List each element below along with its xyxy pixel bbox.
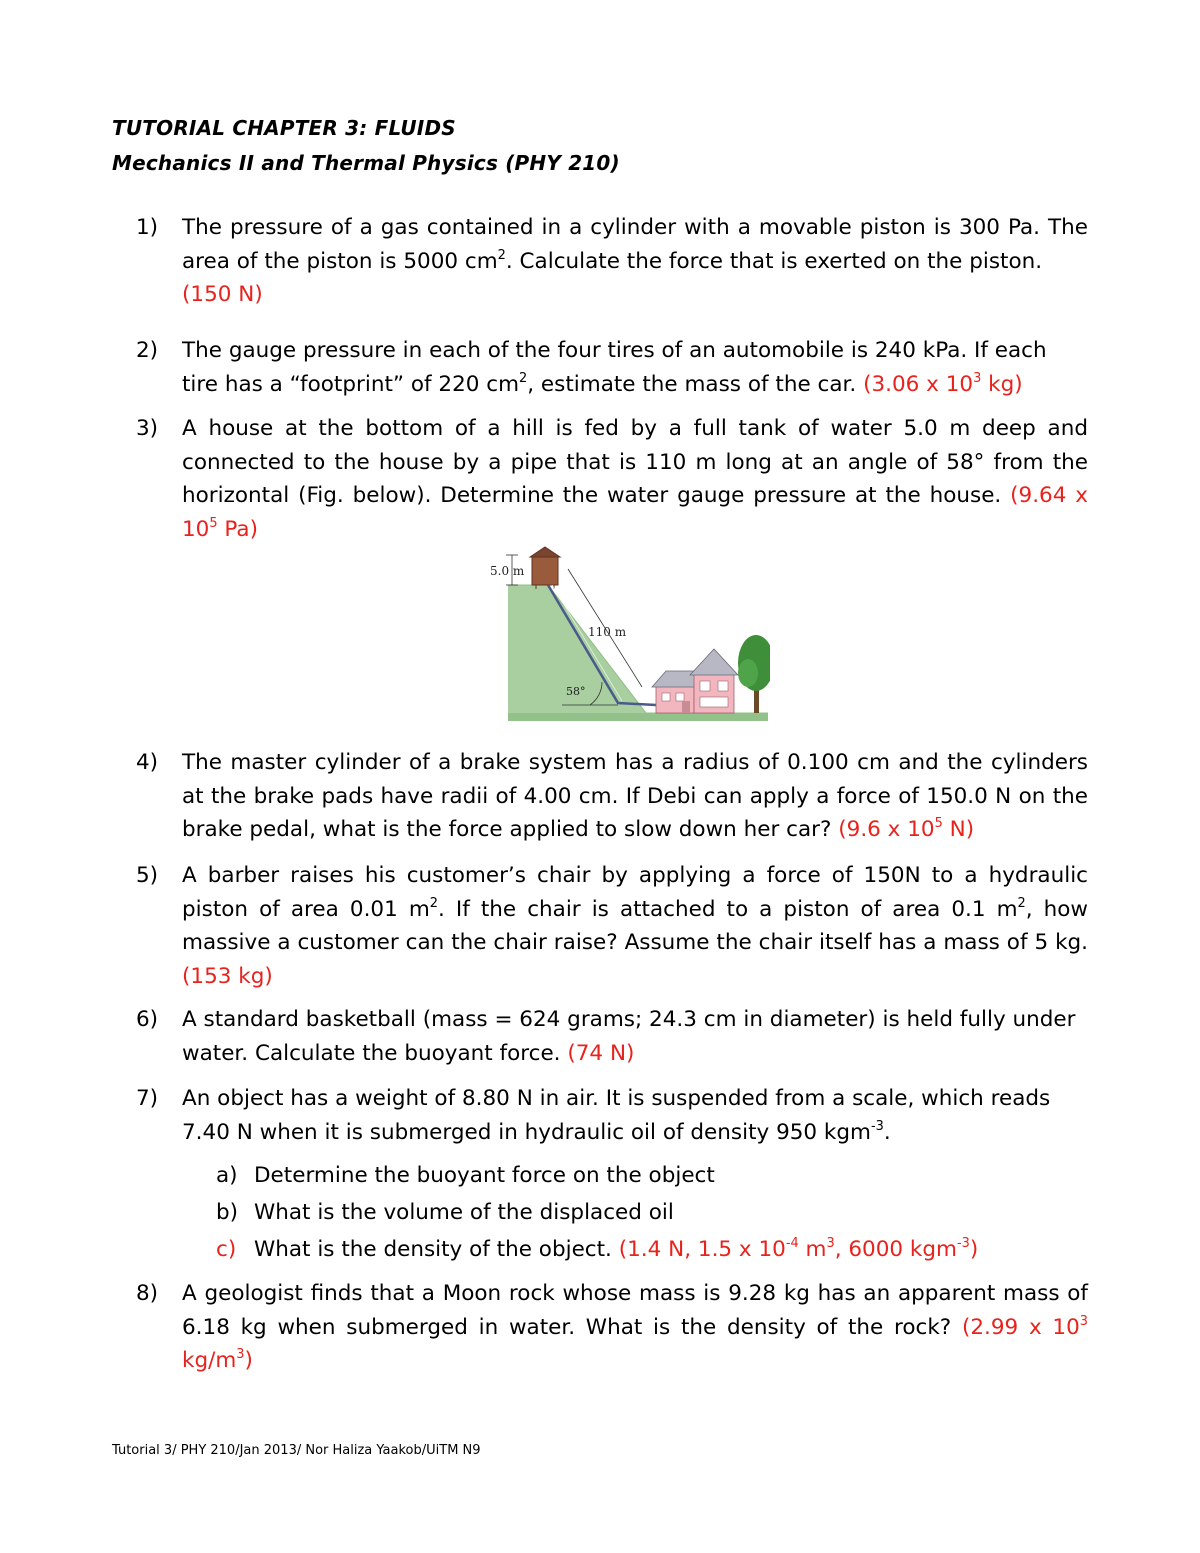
superscript: -3 xyxy=(870,1118,884,1134)
question-7-part-a xyxy=(216,1159,715,1193)
answer: (1.4 N, 1.5 x $10^{-4}$ $m^3$, 6000 kgm$^{-3}$) xyxy=(618,1235,979,1262)
superscript: 2 xyxy=(1017,895,1026,911)
question-text: . If the chair is attached to a piston of area 0.1 m xyxy=(437,896,1018,922)
part-label: c) xyxy=(216,1237,237,1262)
question-number: 1) xyxy=(136,215,159,240)
part-text: What is the volume of the displaced oil xyxy=(254,1200,674,1225)
answer: (3.06 x $10^3$ kg) xyxy=(863,370,1023,397)
question-3 xyxy=(136,412,1088,546)
question-7-part-c xyxy=(216,1233,978,1267)
question-number: 5) xyxy=(136,863,159,888)
question-5 xyxy=(136,859,1088,993)
part-text: Determine the buoyant force on the object xyxy=(254,1163,715,1188)
question-text: A barber raises his customer’s chair by applying a force of 150N to a hydraulic piston of area 0.01 m xyxy=(182,863,1088,922)
document-title: TUTORIAL CHAPTER 3: FLUIDS xyxy=(112,116,456,140)
course-subtitle: Mechanics II and Thermal Physics (PHY 210) xyxy=(112,151,620,175)
question-1 xyxy=(136,211,1088,312)
part-label: a) xyxy=(216,1163,238,1188)
question-text: The master cylinder of a brake system has a radius of 0.100 cm and the cylinders at the brake pads have radii of 4.00 cm. If Debi can apply a force of 150.0 N on the brake pedal, what is the force applied to slow down her car? xyxy=(182,750,1088,842)
question-4 xyxy=(136,746,1088,847)
question-number: 2) xyxy=(136,338,159,363)
question-text: . xyxy=(883,1119,891,1145)
question-7 xyxy=(136,1082,1088,1149)
page-footer: Tutorial 3/ PHY 210/Jan 2013/ Nor Haliza Yaakob/UiTM N9 xyxy=(112,1443,481,1458)
question-text: . Calculate the force that is exerted on the piston. xyxy=(505,248,1043,274)
superscript: 2 xyxy=(519,370,528,386)
question-text: A house at the bottom of a hill is fed by a full tank of water 5.0 m deep and connected to the house by a pipe that is 110 m long at an angle of 58° from the horizontal (Fig. below). Determine the water gauge pressure at the house. xyxy=(182,416,1088,508)
part-label: b) xyxy=(216,1200,239,1225)
answer: (74 N) xyxy=(567,1040,635,1066)
superscript: 2 xyxy=(497,247,506,263)
question-number: 3) xyxy=(136,416,159,441)
pipe-length-label: 110 m xyxy=(588,625,627,639)
answer: (9.6 x $10^5$ N) xyxy=(838,815,975,842)
answer: (2.99 x $10^3$ $kg/m^3$) xyxy=(182,1313,1088,1373)
question-number: 6) xyxy=(136,1007,159,1032)
question-text: A standard basketball (mass = 624 grams; 24.3 cm in diameter) is held fully under water. Calculate the buoyant force. xyxy=(182,1007,1076,1066)
question-text: The pressure of a gas contained in a cylinder with a movable piston is 300 Pa. The area of the piston is 5000 cm xyxy=(182,215,1088,274)
question-text: , how massive a customer can the chair raise? Assume the chair itself has a mass of 5 kg. xyxy=(182,896,1088,955)
answer: (153 kg) xyxy=(182,963,273,989)
angle-label: 58° xyxy=(566,685,586,698)
question-2 xyxy=(136,334,1088,401)
question-text: An object has a weight of 8.80 N in air. It is suspended from a scale, which reads 7.40 N when it is submerged in hydraulic oil of density 950 kgm xyxy=(182,1086,1051,1145)
question-7-part-b xyxy=(216,1196,674,1230)
question-number: 4) xyxy=(136,750,159,775)
answer: (9.64 x $10^5$ Pa) xyxy=(182,483,1089,542)
height-label: 5.0 m xyxy=(490,564,525,578)
question-6 xyxy=(136,1003,1088,1070)
hill-tank-house-figure xyxy=(486,545,770,731)
question-number: 8) xyxy=(136,1281,159,1306)
answer: (150 N) xyxy=(182,282,263,307)
part-text: What is the density of the object. xyxy=(254,1237,612,1262)
question-text: The gauge pressure in each of the four tires of an automobile is 240 kPa. If each tire has a “footprint” of 220 cm xyxy=(182,338,1047,397)
superscript: 2 xyxy=(429,895,438,911)
question-8 xyxy=(136,1277,1088,1378)
question-text: , estimate the mass of the car. xyxy=(527,371,857,397)
question-text: A geologist finds that a Moon rock whose mass is 9.28 kg has an apparent mass of 6.18 kg when submerged in water. What is the density of the rock? xyxy=(182,1281,1088,1340)
question-number: 7) xyxy=(136,1086,159,1111)
